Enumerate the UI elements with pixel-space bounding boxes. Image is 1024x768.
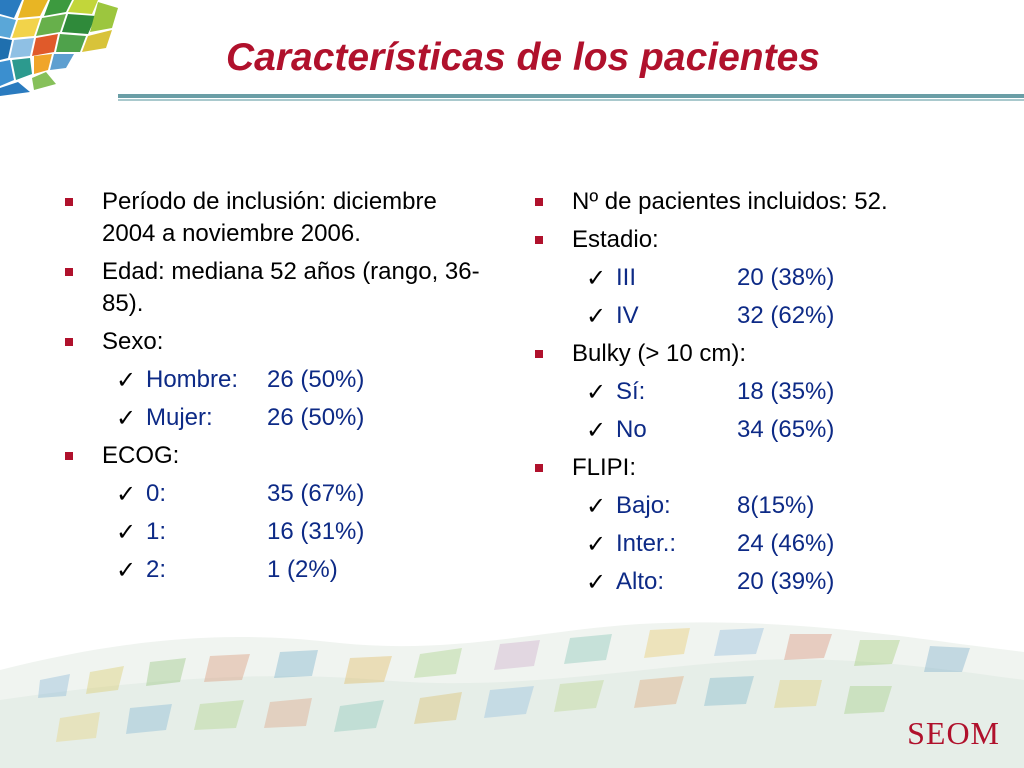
subitem-value: 34 (65%): [737, 416, 835, 443]
subitem-label: III: [616, 264, 637, 291]
mosaic-logo: [0, 0, 120, 96]
subitem-label: IV: [616, 302, 639, 329]
square-bullet-icon: [535, 236, 543, 244]
checkmark-icon: ✓: [586, 264, 607, 292]
subitem-sex-male: [62, 364, 482, 396]
subitem-bulky-yes: [532, 376, 972, 408]
square-bullet-icon: [535, 464, 543, 472]
subitem-label: Bajo:: [616, 492, 671, 519]
subitem-value: 26 (50%): [267, 404, 365, 431]
subitem-label: Alto:: [616, 568, 665, 595]
mosaic-footer-art: [0, 600, 1024, 768]
bullet-stage: [532, 224, 972, 256]
subitem-stage-iv: [532, 300, 972, 332]
subitem-label: No: [616, 416, 647, 443]
subitem-bulky-no: [532, 414, 972, 446]
square-bullet-icon: [65, 338, 73, 346]
bullet-text: Nº de pacientes incluidos: 52.: [572, 188, 888, 215]
subitem-value: 20 (38%): [737, 264, 835, 291]
subitem-value: 18 (35%): [737, 378, 835, 405]
checkmark-icon: ✓: [586, 568, 607, 596]
subitem-value: 16 (31%): [267, 518, 365, 545]
subitem-value: 24 (46%): [737, 530, 835, 557]
subitem-label: Hombre:: [146, 366, 239, 393]
subitem-value: 20 (39%): [737, 568, 835, 595]
checkmark-icon: ✓: [586, 378, 607, 406]
subitem-label: Sí:: [616, 378, 646, 405]
subitem-label: 1:: [146, 518, 167, 545]
bullet-text: FLIPI:: [572, 454, 637, 481]
left-column: [62, 186, 482, 592]
seom-logo-text: SEOM: [907, 715, 1000, 751]
title-divider-light: [118, 99, 1024, 101]
bullet-sex: [62, 326, 482, 358]
bullet-text: Estadio:: [572, 226, 659, 253]
checkmark-icon: ✓: [116, 366, 137, 394]
subitem-ecog-0: [62, 478, 482, 510]
subitem-flipi-high: [532, 566, 972, 598]
left-bullet-list: [62, 186, 482, 586]
square-bullet-icon: [535, 198, 543, 206]
checkmark-icon: ✓: [116, 556, 137, 584]
square-bullet-icon: [65, 452, 73, 460]
bullet-bulky: [532, 338, 972, 370]
subitem-flipi-intermediate: [532, 528, 972, 560]
square-bullet-icon: [65, 198, 73, 206]
bullet-flipi: [532, 452, 972, 484]
bullet-text: Edad: mediana 52 años (rango, 36-85).: [102, 258, 480, 317]
subitem-ecog-2: [62, 554, 482, 586]
subitem-value: 26 (50%): [267, 366, 365, 393]
subitem-label: 2:: [146, 556, 167, 583]
checkmark-icon: ✓: [586, 416, 607, 444]
subitem-value: 32 (62%): [737, 302, 835, 329]
checkmark-icon: ✓: [586, 302, 607, 330]
bullet-ecog: [62, 440, 482, 472]
bullet-patients-included: [532, 186, 972, 218]
subitem-ecog-1: [62, 516, 482, 548]
square-bullet-icon: [65, 268, 73, 276]
bullet-inclusion-period: [62, 186, 482, 250]
square-bullet-icon: [535, 350, 543, 358]
subitem-stage-iii: [532, 262, 972, 294]
subitem-value: 8(15%): [737, 492, 815, 519]
subitem-flipi-low: [532, 490, 972, 522]
right-column: [532, 186, 972, 604]
bullet-text: Período de inclusión: diciembre 2004 a noviembre 2006.: [102, 188, 437, 247]
title-divider: [118, 94, 1024, 98]
subitem-label: 0:: [146, 480, 167, 507]
subitem-value: 35 (67%): [267, 480, 365, 507]
checkmark-icon: ✓: [116, 518, 137, 546]
subitem-sex-female: [62, 402, 482, 434]
checkmark-icon: ✓: [116, 480, 137, 508]
bullet-text: Bulky (> 10 cm):: [572, 340, 747, 367]
slide-title: Características de los pacientes: [226, 36, 820, 79]
subitem-label: Inter.:: [616, 530, 677, 557]
checkmark-icon: ✓: [586, 530, 607, 558]
subitem-label: Mujer:: [146, 404, 213, 431]
right-bullet-list: [532, 186, 972, 598]
bullet-age: [62, 256, 482, 320]
checkmark-icon: ✓: [116, 404, 137, 432]
bullet-text: Sexo:: [102, 328, 164, 355]
checkmark-icon: ✓: [586, 492, 607, 520]
subitem-value: 1 (2%): [267, 556, 338, 583]
bullet-text: ECOG:: [102, 442, 180, 469]
